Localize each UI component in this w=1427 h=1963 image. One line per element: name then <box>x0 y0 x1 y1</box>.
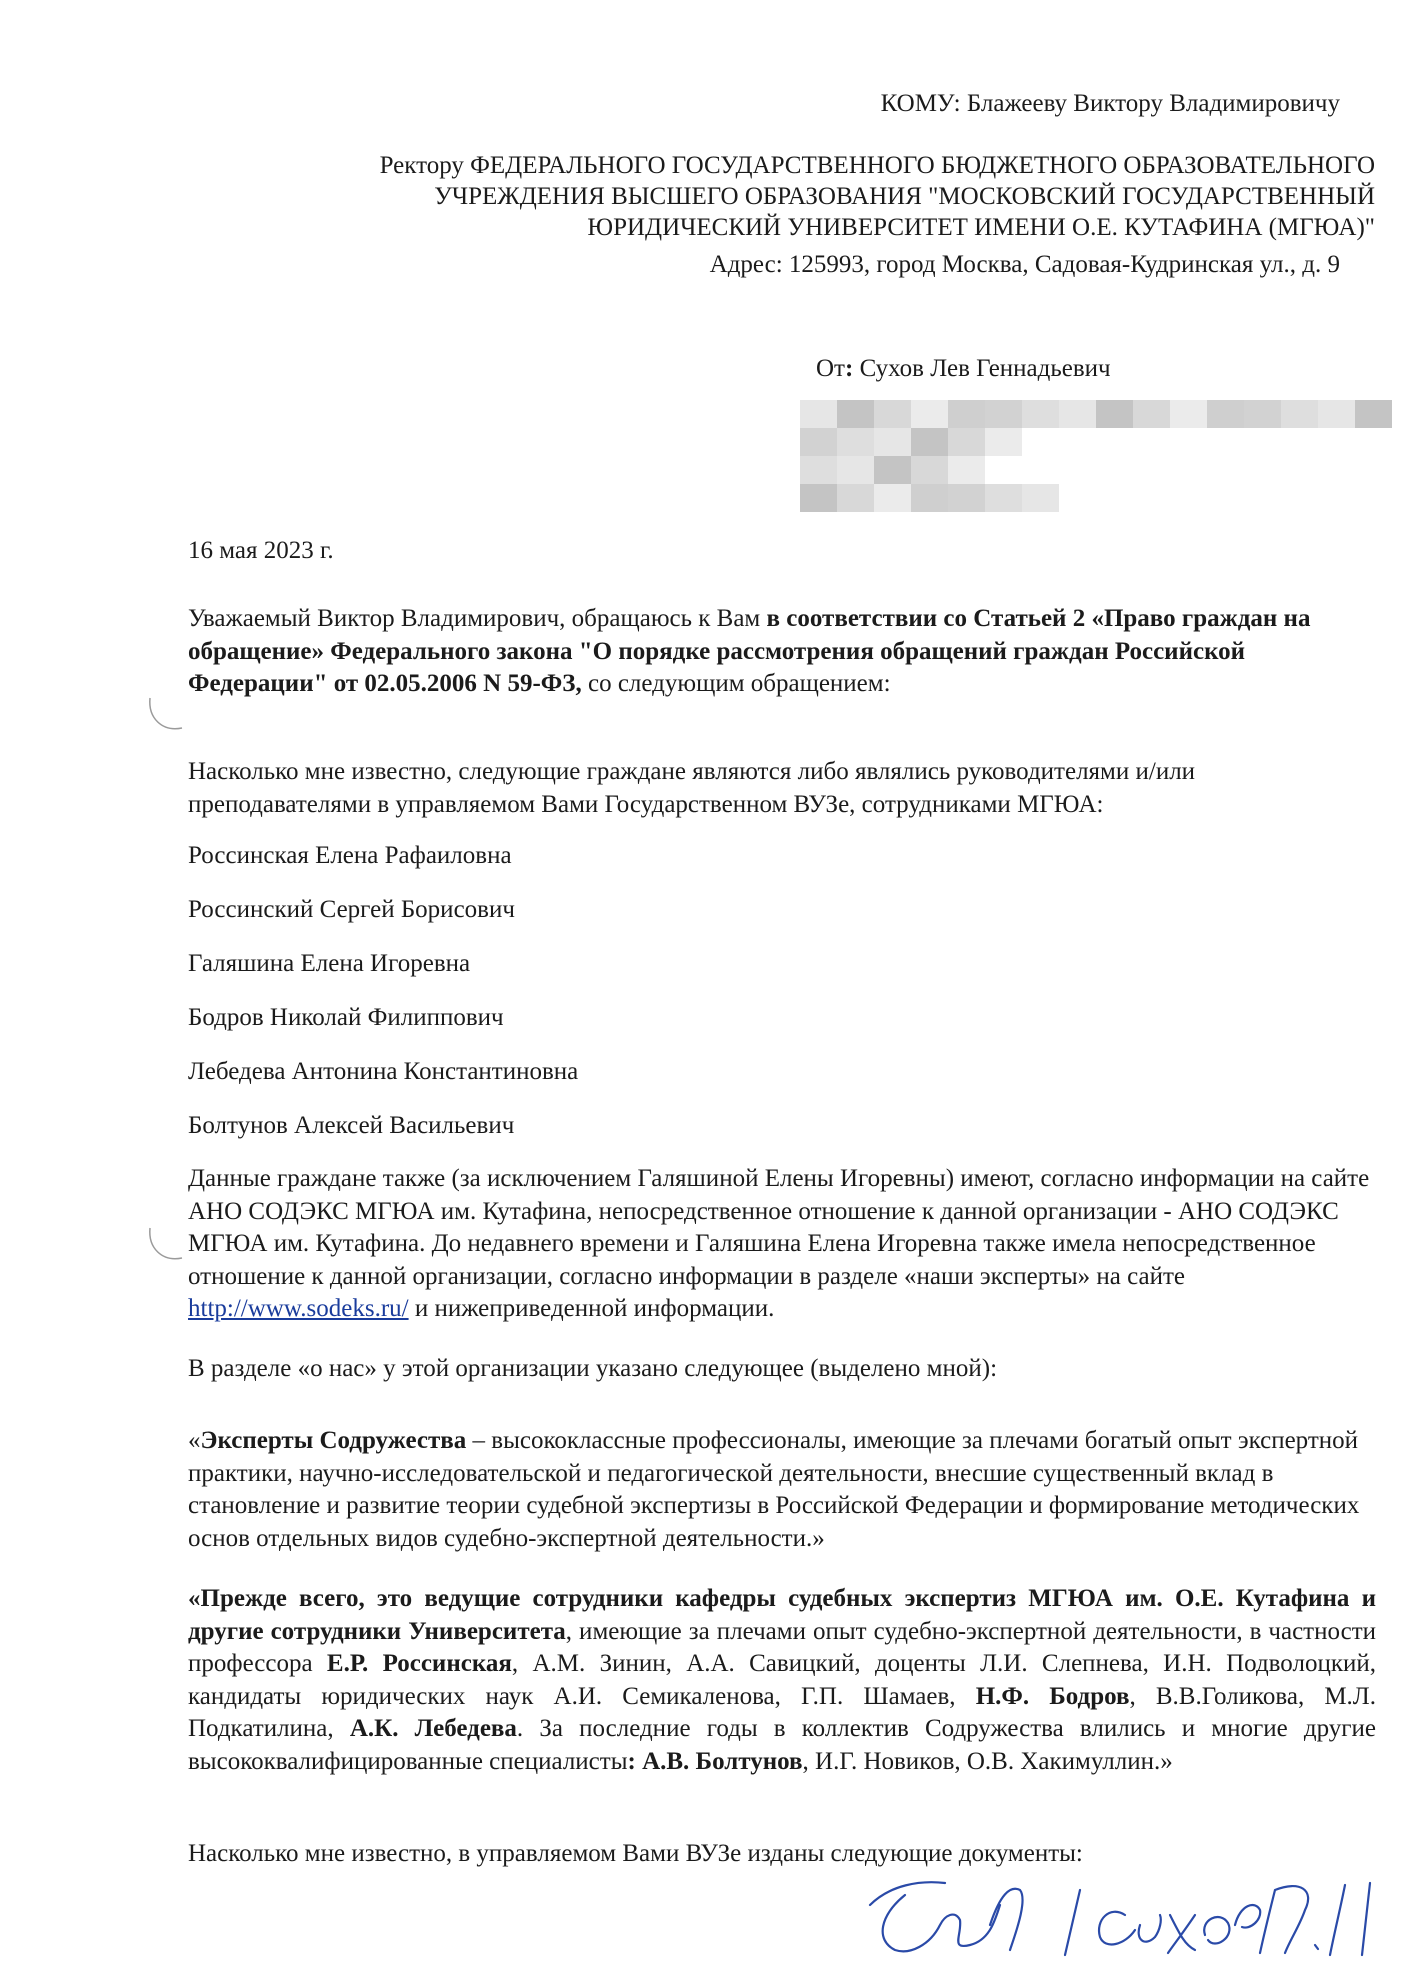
documents-paragraph: Насколько мне известно, в управляемом Вами ВУЗе изданы следующие документы: <box>188 1840 1083 1867</box>
highlighted-name: А.К. Лебедева <box>349 1715 517 1742</box>
person-name: Россинская Елена Рафаиловна <box>188 842 512 869</box>
recipient-address: Адрес: 125993, город Москва, Садовая-Кудринская ул., д. 9 <box>709 251 1340 278</box>
person-name: Бодров Николай Филиппович <box>188 1004 504 1031</box>
redaction-pixel <box>800 484 837 512</box>
redaction-pixel <box>1244 400 1281 428</box>
sender-label: От <box>816 355 845 382</box>
quote-experts-text: – высококлассные профессионалы, имеющие за плечами богатый опыт экспертной практики, научно-исследовательской и педагогической деятельности, внесшие существенный вклад в становление и развитие теории судебной экспертизы в Российской Федерации и формирование методических основ отдельных видов судебно-экспертной деятельности.» <box>188 1427 1360 1552</box>
quote-experts-bold: Эксперты Содружества <box>200 1427 467 1454</box>
intro-legal-basis: в соответствии со Статьей 2 «Право граждан на обращение» Федерального закона "О порядке рассмотрения обращений граждан Российской Федерации" от 02.05.2006 N 59-ФЗ, <box>188 605 1311 697</box>
redaction-pixel <box>1022 400 1059 428</box>
sender-name: Сухов Лев Геннадьевич <box>853 355 1111 382</box>
quote-staff-bold: «Прежде всего, это ведущие сотрудники кафедры судебных экспертиз МГЮА им. О.Е. Кутафина и другие сотрудники Университета <box>188 1585 1376 1645</box>
redaction-pixel <box>837 484 874 512</box>
recipient-line: КОМУ: Блажееву Виктору Владимировичу <box>880 90 1340 117</box>
quote-staff-text: , А.М. Зинин, А.А. Савицкий, доценты Л.И. Слепнева, И.Н. Подволоцкий, кандидаты юридических наук А.И. Семикаленова, Г.П. Шамаев, <box>188 1650 1376 1710</box>
sender-colon: : <box>844 355 854 382</box>
letter-date: 16 мая 2023 г. <box>188 537 334 564</box>
redaction-pixel <box>1059 400 1096 428</box>
punch-mark-icon <box>140 690 190 740</box>
redaction-pixel <box>1355 400 1392 428</box>
highlighted-name: : А.В. Болтунов <box>627 1747 803 1775</box>
rector-line: ЮРИДИЧЕСКИЙ УНИВЕРСИТЕТ ИМЕНИ О.Е. КУТАФИНА (МГЮА)" <box>587 214 1375 241</box>
person-name: Россинский Сергей Борисович <box>188 896 515 923</box>
quote-open: « <box>188 1427 201 1454</box>
redaction-pixel <box>800 428 837 456</box>
person-name: Галяшина Елена Игоревна <box>188 950 471 977</box>
redaction-pixel <box>837 456 874 484</box>
redaction-pixel <box>911 456 948 484</box>
sodeks-link[interactable]: http://www.sodeks.ru/ <box>188 1295 409 1322</box>
redaction-pixel <box>911 484 948 512</box>
recipient-rector <box>175 150 1375 243</box>
redaction-pixel <box>1022 484 1059 512</box>
quote-staff-text: , И.Г. Новиков, О.В. Хакимуллин.» <box>802 1747 1173 1775</box>
intro-paragraph <box>188 603 1376 701</box>
highlighted-name: Е.Р. Россинская <box>326 1650 512 1677</box>
redaction-pixel <box>985 484 1022 512</box>
redaction-pixel <box>1281 400 1318 428</box>
redaction-pixel <box>948 428 985 456</box>
redaction-pixel <box>800 456 837 484</box>
redaction-pixel <box>874 456 911 484</box>
data-text: Данные граждане также (за исключением Галяшиной Елены Игоревны) имеют, согласно информации на сайте АНО СОДЭКС МГЮА им. Кутафина, непосредственное отношение к данной организации - АНО СОДЭКС МГЮА им. Кутафина. До недавнего времени и Галяшина Елена Игоревна также имела непосредственное отношение к данной организации, согласно информации в разделе «наши эксперты» на сайте <box>188 1165 1370 1290</box>
redaction-pixel <box>911 428 948 456</box>
redaction-pixel <box>985 428 1022 456</box>
quote-experts <box>188 1425 1376 1555</box>
redaction-pixel <box>911 400 948 428</box>
known-paragraph: Насколько мне известно, следующие граждане являются либо являлись руководителями и/или преподавателями в управляемом Вами Государственном ВУЗе, сотрудниками МГЮА: <box>188 758 1196 818</box>
handwritten-signature <box>850 1865 1390 1963</box>
redaction-pixel <box>1207 400 1244 428</box>
redaction-pixel <box>1096 400 1133 428</box>
intro-start: Уважаемый Виктор Владимирович, обращаюсь к Вам <box>188 605 767 632</box>
redaction-pixel <box>1133 400 1170 428</box>
quote-staff <box>188 1583 1376 1778</box>
redaction-pixel <box>1318 400 1355 428</box>
redacted-sender-details <box>800 400 1392 512</box>
punch-mark-icon <box>140 1220 190 1270</box>
redaction-pixel <box>985 400 1022 428</box>
intro-end: со следующим обращением: <box>581 670 891 697</box>
person-name: Болтунов Алексей Васильевич <box>188 1112 515 1139</box>
about-paragraph: В разделе «о нас» у этой организации указано следующее (выделено мной): <box>188 1355 998 1382</box>
redaction-pixel <box>874 400 911 428</box>
redaction-pixel <box>837 400 874 428</box>
redaction-pixel <box>800 400 837 428</box>
redaction-pixel <box>874 484 911 512</box>
redaction-pixel <box>948 456 985 484</box>
redaction-pixel <box>837 428 874 456</box>
rector-line: Ректору ФЕДЕРАЛЬНОГО ГОСУДАРСТВЕННОГО БЮДЖЕТНОГО ОБРАЗОВАТЕЛЬНОГО <box>379 152 1375 179</box>
redaction-pixel <box>948 400 985 428</box>
person-name: Лебедева Антонина Константиновна <box>188 1058 579 1085</box>
redaction-pixel <box>1170 400 1207 428</box>
sender-line <box>816 355 1111 383</box>
highlighted-name: Н.Ф. Бодров <box>975 1682 1130 1710</box>
redaction-pixel <box>948 484 985 512</box>
quote-staff-text: . За последние годы в коллектив Содружества влились и многие другие высококвалифицированные специалисты <box>188 1715 1377 1775</box>
data-paragraph <box>188 1163 1376 1326</box>
redaction-pixel <box>874 428 911 456</box>
rector-line: УЧРЕЖДЕНИЯ ВЫСШЕГО ОБРАЗОВАНИЯ "МОСКОВСКИЙ ГОСУДАРСТВЕННЫЙ <box>434 183 1375 210</box>
quote-staff-text: , имеющие за плечами опыт судебно-экспертной деятельности, в частности профессора <box>188 1617 1376 1677</box>
data-end: и нижеприведенной информации. <box>408 1295 775 1322</box>
quote-staff-text: , В.В.Голикова, М.Л. Подкатилина, <box>188 1682 1377 1742</box>
